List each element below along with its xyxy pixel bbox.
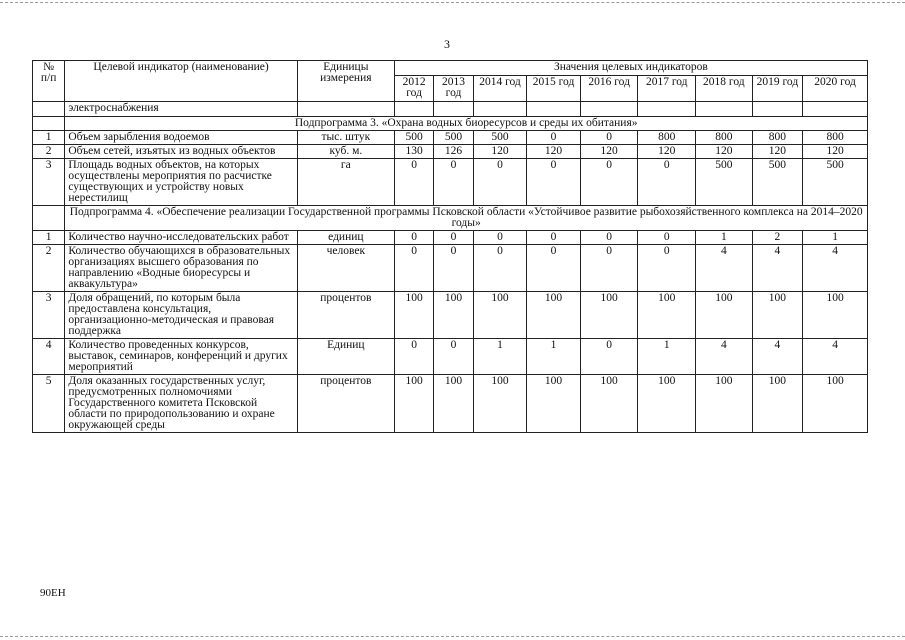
unit: процентов: [297, 292, 394, 339]
value-cell: 100: [394, 292, 433, 339]
unit: единиц: [297, 231, 394, 245]
indicator-name: Доля обращений, по которым была предоставлена консультация, организационно-методическая и правовая поддержка: [65, 292, 297, 339]
value-cell: 2: [752, 231, 803, 245]
year-header: 2018 год: [696, 75, 753, 101]
cell-empty: [33, 102, 65, 117]
unit: человек: [297, 245, 394, 292]
value-cell: 100: [434, 292, 473, 339]
value-cell: 120: [580, 145, 638, 159]
value-cell: 4: [752, 245, 803, 292]
value-cell: 4: [752, 339, 803, 375]
cell-empty: [580, 102, 638, 117]
unit: тыс. штук: [297, 131, 394, 145]
table-row: [33, 339, 868, 375]
value-cell: 100: [803, 292, 868, 339]
value-cell: 1: [473, 339, 527, 375]
value-cell: 4: [803, 245, 868, 292]
year-header: 2012 год: [394, 75, 433, 101]
indicator-name: Площадь водных объектов, на которых осуществлены мероприятия по расчистке существующих и устройству новых нерестилищ: [65, 159, 297, 206]
value-cell: 0: [473, 245, 527, 292]
cell-empty: [434, 102, 473, 117]
row-number: 3: [33, 159, 65, 206]
value-cell: 0: [434, 159, 473, 206]
value-cell: 0: [580, 245, 638, 292]
value-cell: 100: [473, 375, 527, 433]
scan-bottom-edge: [0, 636, 905, 637]
value-cell: 500: [434, 131, 473, 145]
table-row: [33, 375, 868, 433]
header-units: Единицы измерения: [297, 61, 394, 102]
year-header: 2014 год: [473, 75, 527, 101]
value-cell: 0: [580, 339, 638, 375]
cell-empty: [297, 102, 394, 117]
value-cell: 0: [580, 131, 638, 145]
value-cell: 0: [394, 339, 433, 375]
value-cell: 0: [434, 231, 473, 245]
cell-empty: [394, 102, 433, 117]
value-cell: 500: [752, 159, 803, 206]
value-cell: 1: [638, 339, 696, 375]
indicator-name: Объем зарыбления водоемов: [65, 131, 297, 145]
value-cell: 100: [696, 375, 753, 433]
value-cell: 100: [803, 375, 868, 433]
value-cell: 100: [696, 292, 753, 339]
value-cell: 1: [696, 231, 753, 245]
continuation-row: [33, 102, 868, 117]
table-row: [33, 231, 868, 245]
value-cell: 100: [434, 375, 473, 433]
table-row: [33, 159, 868, 206]
value-cell: 500: [803, 159, 868, 206]
unit: куб. м.: [297, 145, 394, 159]
value-cell: 130: [394, 145, 433, 159]
indicator-name: Доля оказанных государственных услуг, предусмотренных полномочиями Государственного комитета Псковской области по природопользованию и охране окружающей среды: [65, 375, 297, 433]
row-number: 5: [33, 375, 65, 433]
header-values: Значения целевых индикаторов: [394, 61, 867, 76]
value-cell: 0: [580, 159, 638, 206]
value-cell: 100: [638, 292, 696, 339]
row-number: 1: [33, 131, 65, 145]
unit: Единиц: [297, 339, 394, 375]
value-cell: 500: [394, 131, 433, 145]
row-number: 3: [33, 292, 65, 339]
value-cell: 800: [752, 131, 803, 145]
value-cell: 800: [803, 131, 868, 145]
value-cell: 0: [434, 339, 473, 375]
value-cell: 100: [752, 375, 803, 433]
cell-empty: [638, 102, 696, 117]
cell-empty: [33, 206, 65, 231]
indicator-name: Количество обучающихся в образовательных организациях высшего образования по направлению «Водные биоресурсы и аквакультура»: [65, 245, 297, 292]
unit: га: [297, 159, 394, 206]
value-cell: 100: [527, 375, 581, 433]
value-cell: 800: [638, 131, 696, 145]
value-cell: 4: [696, 339, 753, 375]
page-number: 3: [444, 37, 450, 51]
year-header: 2020 год: [803, 75, 868, 101]
value-cell: 4: [803, 339, 868, 375]
cell-empty: [696, 102, 753, 117]
value-cell: 0: [638, 245, 696, 292]
value-cell: 500: [473, 131, 527, 145]
footer-code: 90ЕН: [40, 587, 66, 599]
table-row: [33, 245, 868, 292]
indicator-name: Объем сетей, изъятых из водных объектов: [65, 145, 297, 159]
year-header: 2015 год: [527, 75, 581, 101]
row-number: 1: [33, 231, 65, 245]
value-cell: 1: [803, 231, 868, 245]
continuation-text: электроснабжения: [65, 102, 297, 117]
target-indicators-table: [32, 60, 868, 433]
value-cell: 120: [638, 145, 696, 159]
row-number: 2: [33, 145, 65, 159]
value-cell: 500: [696, 159, 753, 206]
value-cell: 120: [752, 145, 803, 159]
value-cell: 120: [473, 145, 527, 159]
value-cell: 1: [527, 339, 581, 375]
value-cell: 0: [580, 231, 638, 245]
section-title: Подпрограмма 3. «Охрана водных биоресурсов и среды их обитания»: [65, 117, 868, 131]
value-cell: 120: [527, 145, 581, 159]
value-cell: 100: [580, 292, 638, 339]
indicator-name: Количество научно-исследовательских работ: [65, 231, 297, 245]
cell-empty: [527, 102, 581, 117]
section-title: Подпрограмма 4. «Обеспечение реализации Государственной программы Псковской области «Устойчивое развитие рыбохозяйственного комплекса на 2014–2020 годы»: [65, 206, 868, 231]
cell-empty: [473, 102, 527, 117]
value-cell: 0: [527, 131, 581, 145]
header-indicator: Целевой индикатор (наименование): [65, 61, 297, 102]
value-cell: 0: [394, 159, 433, 206]
unit: процентов: [297, 375, 394, 433]
value-cell: 100: [580, 375, 638, 433]
table-row: [33, 131, 868, 145]
value-cell: 100: [394, 375, 433, 433]
value-cell: 800: [696, 131, 753, 145]
value-cell: 0: [638, 231, 696, 245]
value-cell: 0: [527, 231, 581, 245]
scan-top-edge: [0, 2, 905, 3]
value-cell: 0: [394, 245, 433, 292]
value-cell: 0: [527, 245, 581, 292]
row-number: 2: [33, 245, 65, 292]
value-cell: 100: [527, 292, 581, 339]
indicator-name: Количество проведенных конкурсов, выставок, семинаров, конференций и других мероприятий: [65, 339, 297, 375]
value-cell: 100: [752, 292, 803, 339]
table-row: [33, 292, 868, 339]
value-cell: 100: [473, 292, 527, 339]
year-header: 2016 год: [580, 75, 638, 101]
value-cell: 0: [638, 159, 696, 206]
year-header: 2017 год: [638, 75, 696, 101]
section-row: [33, 117, 868, 131]
year-header: 2013 год: [434, 75, 473, 101]
cell-empty: [33, 117, 65, 131]
value-cell: 0: [473, 231, 527, 245]
cell-empty: [752, 102, 803, 117]
header-num: № п/п: [33, 61, 65, 102]
value-cell: 0: [527, 159, 581, 206]
value-cell: 126: [434, 145, 473, 159]
header-row: [33, 61, 868, 76]
value-cell: 4: [696, 245, 753, 292]
value-cell: 0: [394, 231, 433, 245]
row-number: 4: [33, 339, 65, 375]
value-cell: 120: [696, 145, 753, 159]
value-cell: 120: [803, 145, 868, 159]
value-cell: 0: [434, 245, 473, 292]
year-header: 2019 год: [752, 75, 803, 101]
section-row: [33, 206, 868, 231]
value-cell: 100: [638, 375, 696, 433]
table-row: [33, 145, 868, 159]
value-cell: 0: [473, 159, 527, 206]
cell-empty: [803, 102, 868, 117]
